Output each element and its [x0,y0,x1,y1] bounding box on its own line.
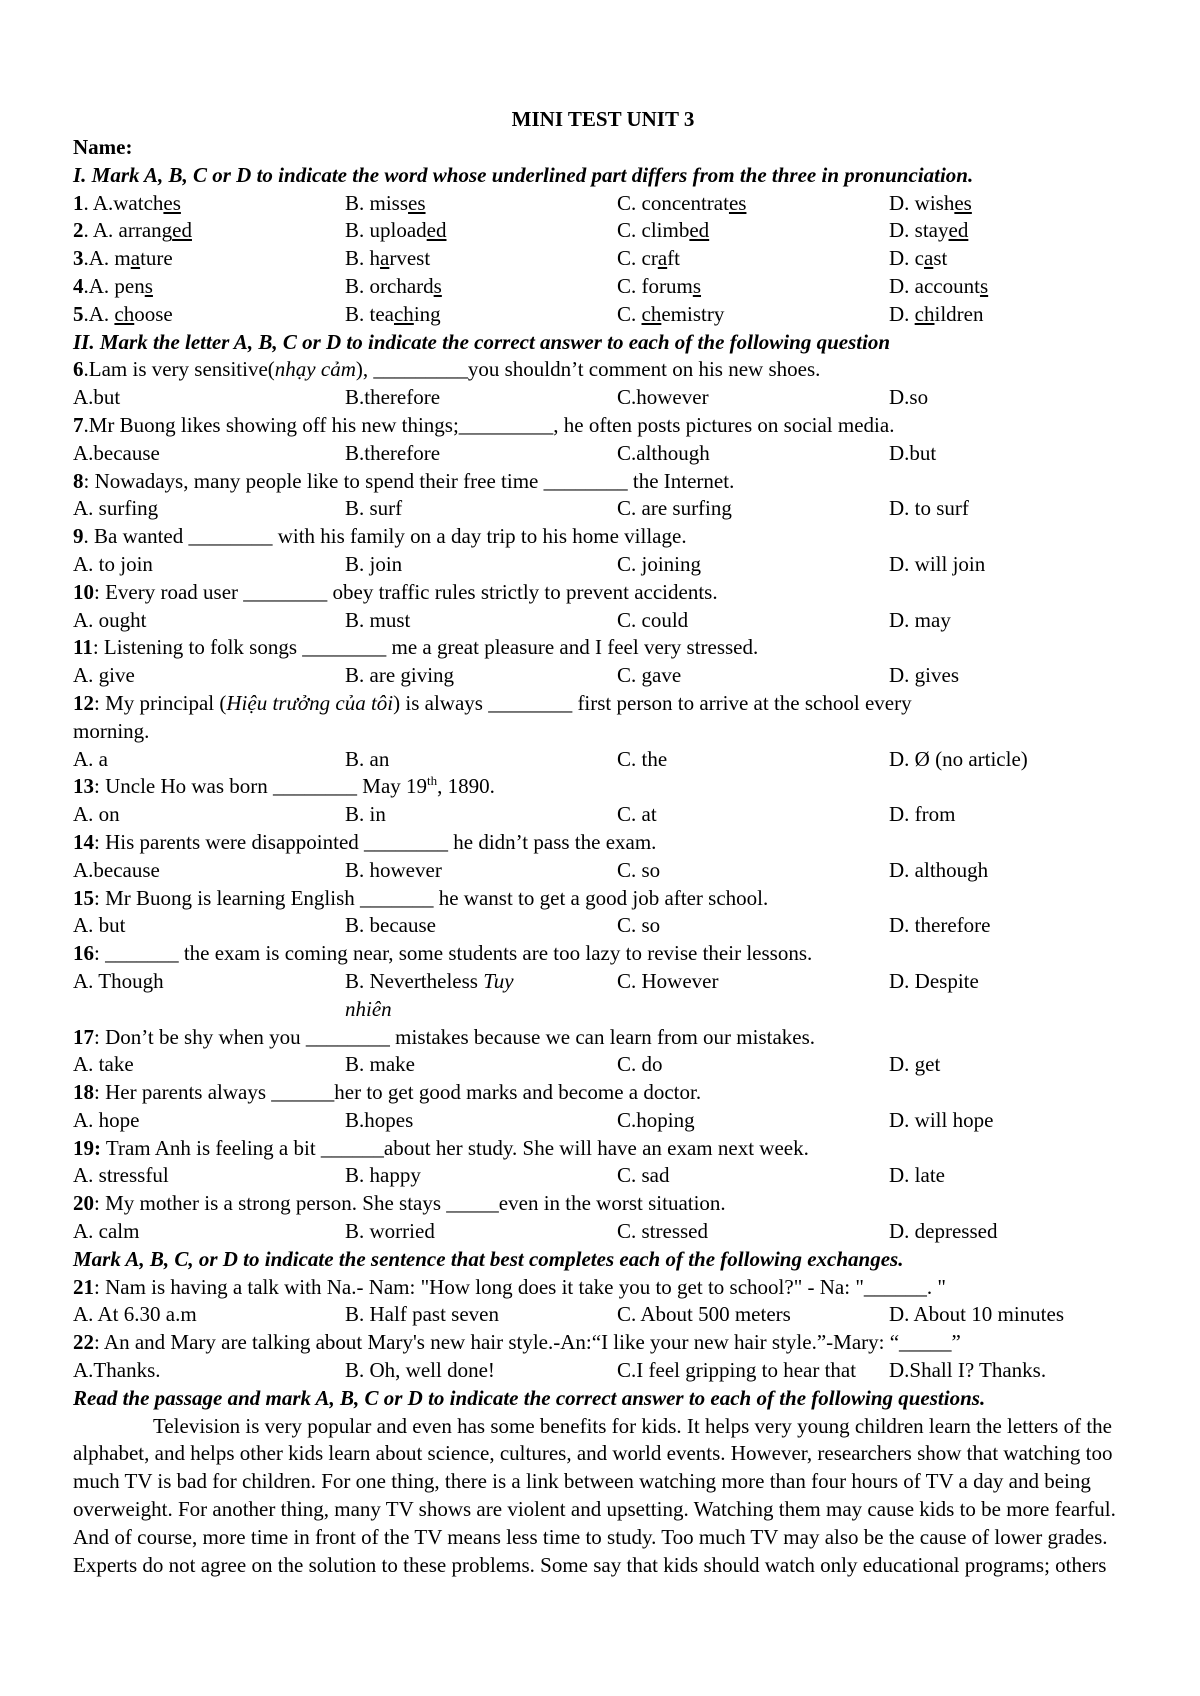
option-a[interactable] [73,245,345,273]
underlined-part: ch [393,301,414,326]
option-b[interactable]: B. are giving [345,663,455,688]
underlined-part: s [144,273,153,298]
option-d[interactable]: D. therefore [889,913,991,938]
question-21-stem: 21: Nam is having a talk with Na.- Nam: "How long does it take you to get to school?" - Na: "______. " [73,1274,946,1299]
question-12-options [73,746,1133,774]
option-text: C. climb [617,218,690,243]
option-c[interactable]: C. stressed [617,1219,708,1244]
option-text-rest: ing [413,301,441,326]
question-1-options [73,190,1133,218]
option-d[interactable]: D. from [889,802,956,827]
underlined-part: ed [426,218,447,243]
option-b[interactable]: B. must [345,607,411,632]
question-14-stem: 14: His parents were disappointed ________ he didn’t pass the exam. [73,829,657,854]
page-title: MINI TEST UNIT 3 [511,107,695,131]
section1-questions [73,190,1133,329]
option-a[interactable]: A.because [73,857,160,882]
option-text: D. c [889,246,924,271]
section2-heading: II. Mark the letter A, B, C or D to indicate the correct answer to each of the following question [73,329,891,354]
option-b[interactable]: B. Oh, well done! [345,1358,495,1383]
option-text-rest: ture [140,246,173,271]
option-a[interactable]: A. ought [73,607,147,632]
option-d[interactable] [889,190,1133,218]
option-d[interactable]: D. late [889,1163,945,1188]
option-d[interactable] [889,301,1133,329]
question-number: 1 [73,190,84,215]
option-b[interactable]: B. happy [345,1163,421,1188]
option-b[interactable] [345,245,617,273]
option-b[interactable]: B.therefore [345,385,441,410]
option-text-rest: ft [667,246,680,271]
underlined-part: s [979,273,989,298]
option-text: B. tea [345,301,394,326]
option-d[interactable] [889,273,1133,301]
option-text: B. miss [345,190,409,215]
option-text: A.watch [92,190,164,215]
question-17-stem: 17: Don’t be shy when you ________ mistakes because we can learn from our mistakes. [73,1024,816,1049]
underlined-part: es [954,190,972,215]
option-c[interactable]: C. do [617,1052,663,1077]
option-c[interactable]: C. so [617,913,661,938]
option-text: D. wish [889,190,955,215]
question-2-options [73,217,1133,245]
option-text: B. upload [345,218,427,243]
option-b[interactable]: B.therefore [345,440,441,465]
question-number-separator: . [83,273,89,298]
question-8-stem: 8: Nowadays, many people like to spend their free time ________ the Internet. [73,468,735,493]
option-a[interactable]: A. but [73,913,126,938]
question-number-separator: . [83,246,89,271]
question-15-stem: 15: Mr Buong is learning English _______ he wanst to get a good job after school. [73,885,769,910]
option-text: B. h [345,246,381,271]
question-14-options [73,857,1133,885]
option-d[interactable]: D.so [889,385,929,410]
question-number-separator: . [83,301,89,326]
question-13-stem: 13: Uncle Ho was born ________ May 19th, 1890. [73,773,495,799]
option-c[interactable]: C.hoping [617,1107,695,1132]
question-number-separator: . [83,218,93,243]
option-text: D. stay [889,218,949,243]
question-9-options [73,551,1133,579]
option-b[interactable]: B. because [345,913,436,938]
question-12-stem-continued: morning. [73,718,150,743]
option-a[interactable]: A. to join [73,551,153,576]
option-text-rest: ildren [934,301,984,326]
question-number: 4 [73,273,84,298]
option-a[interactable] [73,273,345,301]
option-a[interactable]: A.because [73,440,160,465]
option-d[interactable]: D. depressed [889,1219,998,1244]
question-20-stem: 20: My mother is a strong person. She stays _____even in the worst situation. [73,1191,726,1216]
question-16-options [73,968,1133,1024]
option-a[interactable]: A. give [73,663,135,688]
question-3-options [73,245,1133,273]
question-19-stem: 19: Tram Anh is feeling a bit ______about her study. She will have an exam next week. [73,1135,809,1160]
underlined-part: ed [689,218,710,243]
option-d[interactable]: D. although [889,857,989,882]
underlined-part: ch [914,301,935,326]
underlined-part: s [433,273,442,298]
question-7-stem: 7.Mr Buong likes showing off his new things;_________, he often posts pictures on social media. [73,412,895,437]
option-b[interactable]: B.hopes [345,1107,414,1132]
option-text: C. forum [617,273,693,298]
option-text: C. [617,301,642,326]
option-d[interactable]: D. will hope [889,1107,994,1132]
underlined-part: ch [641,301,662,326]
option-b[interactable]: B. however [345,857,442,882]
option-c[interactable] [617,190,889,218]
option-text: A. m [88,246,131,271]
option-a[interactable]: A. surfing [73,496,159,521]
option-c[interactable]: C. joining [617,551,702,576]
option-b[interactable]: B. an [345,746,390,771]
option-d[interactable]: D. gives [889,663,959,688]
option-a[interactable]: A. stressful [73,1163,169,1188]
option-c[interactable]: C. could [617,607,689,632]
question-9-stem: 9. Ba wanted ________ with his family on a day trip to his home village. [73,524,687,549]
option-c[interactable] [617,245,889,273]
option-c[interactable]: C. at [617,802,657,827]
option-b[interactable]: B. worried [345,1219,435,1244]
option-c[interactable]: C. However [617,968,719,993]
question-number: 5 [73,301,84,326]
question-11-options [73,662,1133,690]
option-d[interactable]: D. to surf [889,496,969,521]
option-text-rest: oose [134,301,173,326]
question-21-options [73,1301,1133,1329]
question-18-stem: 18: Her parents always ______her to get good marks and become a doctor. [73,1080,702,1105]
option-a[interactable] [73,301,345,329]
option-b[interactable]: B. make [345,1052,415,1077]
question-4-options [73,273,1133,301]
option-b[interactable] [345,190,617,218]
option-a[interactable] [73,190,345,218]
underlined-part: a [130,246,141,271]
option-text: A. arrang [92,218,173,243]
question-number-separator: . [83,190,93,215]
option-b[interactable]: B. join [345,551,403,576]
underlined-part: s [692,273,702,298]
option-a[interactable]: A.but [73,385,121,410]
option-c[interactable]: C. gave [617,663,682,688]
option-c[interactable]: C.I feel gripping to hear that [617,1358,857,1383]
option-c[interactable]: C. the [617,746,668,771]
option-c[interactable]: C. so [617,857,661,882]
question-number: 3 [73,246,84,271]
option-a[interactable]: A. a [73,746,108,771]
option-text: D. [889,301,915,326]
option-b[interactable]: B. Half past seven [345,1302,499,1327]
option-a[interactable]: A. calm [73,1219,140,1244]
reading-passage: Television is very popular and even has some benefits for kids. It helps very young children learn the letters of the alphabet, and helps other kids learn about science, cultures, and world events. However, researchers show that watching too much TV is bad for children. For one thing, there is a link between watching more than four hours of TV a day and being overweight. For another thing, many TV shows are violent and upsetting. Watching them may cause kids to be more fearful. And of course, more time in front of the TV means less time to study. Too much TV may also be the cause of lower grades. Experts do not agree on the solution to these problems. Some say that kids should watch only educational programs; others [73,1413,1116,1577]
question-12-stem: 12: My principal (Hiệu trưởng của tôi) is always ________ first person to arrive at the school every [73,690,912,715]
option-c[interactable] [617,273,889,301]
question-11-stem: 11: Listening to folk songs ________ me a great pleasure and I feel very stressed. [73,635,759,660]
section4-heading: Read the passage and mark A, B, C or D to indicate the correct answer to each of the following questions. [73,1385,986,1410]
underlined-part: es [163,190,181,215]
option-d[interactable] [889,245,1133,273]
option-c[interactable] [617,217,889,245]
question-6-options [73,384,1133,412]
question-8-options [73,495,1133,523]
underlined-part: ch [114,301,135,326]
question-18-options [73,1107,1133,1135]
option-b[interactable] [345,217,617,245]
option-d[interactable]: D. may [889,607,951,632]
question-19-options [73,1162,1133,1190]
option-b[interactable] [345,301,617,329]
option-text: D. account [889,273,980,298]
option-a[interactable]: A.Thanks. [73,1358,161,1383]
option-text-rest: emistry [661,301,725,326]
question-16-stem: 16: _______ the exam is coming near, some students are too lazy to revise their lessons. [73,941,813,966]
option-text: C. cr [617,246,658,271]
option-d[interactable] [889,217,1133,245]
option-a[interactable]: A. hope [73,1107,140,1132]
question-10-options [73,607,1133,635]
option-a[interactable]: A. Though [73,968,164,993]
underlined-part: a [380,246,390,271]
worksheet-page [73,104,1133,1579]
underlined-part: a [657,246,668,271]
option-c[interactable]: C.although [617,440,710,465]
question-10-stem: 10: Every road user ________ obey traffic rules strictly to prevent accidents. [73,579,718,604]
underlined-part: es [408,190,426,215]
question-15-options [73,912,1133,940]
question-22-options [73,1357,1133,1385]
question-13-options [73,801,1133,829]
option-d[interactable]: D. About 10 minutes [889,1302,1065,1327]
option-a[interactable]: A. At 6.30 a.m [73,1302,197,1327]
option-d[interactable]: D. Ø (no article) [889,746,1028,771]
question-5-options [73,301,1133,329]
question-number: 2 [73,218,84,243]
section3-heading: Mark A, B, C, or D to indicate the sentence that best completes each of the following exchanges. [73,1246,904,1271]
option-text-rest: rvest [389,246,431,271]
option-c[interactable]: C.however [617,385,709,410]
question-17-options [73,1051,1133,1079]
option-text: B. orchard [345,273,434,298]
option-text-rest: st [933,246,948,271]
option-a[interactable] [73,217,345,245]
underlined-part: ed [172,218,192,243]
option-b[interactable] [345,273,617,301]
question-20-options [73,1218,1133,1246]
option-c[interactable] [617,301,889,329]
option-c[interactable]: C. sad [617,1163,670,1188]
option-d[interactable]: D. get [889,1052,941,1077]
option-c[interactable]: C. are surfing [617,496,732,521]
option-b[interactable]: B. in [345,802,386,827]
option-d[interactable]: D.but [889,440,937,465]
underlined-part: a [924,246,934,271]
option-a[interactable]: A. take [73,1052,134,1077]
underlined-part: ed [948,218,969,243]
option-b[interactable]: B. Nevertheless Tuy nhiên [345,968,514,1021]
option-d[interactable]: D.Shall I? Thanks. [889,1358,1047,1383]
question-7-options [73,440,1133,468]
option-text: C. concentrat [617,190,729,215]
option-c[interactable]: C. About 500 meters [617,1302,791,1327]
underlined-part: es [728,190,747,215]
name-label: Name: [73,135,133,159]
option-a[interactable]: A. on [73,802,120,827]
option-b[interactable]: B. surf [345,496,403,521]
option-d[interactable]: D. Despite [889,968,979,993]
question-6-stem: 6.Lam is very sensitive(nhạy cảm), _________you shouldn’t comment on his new shoes. [73,357,821,382]
option-text: A. pen [88,273,145,298]
section1-heading: I. Mark A, B, C or D to indicate the word whose underlined part differs from the three in pronunciation. [73,162,974,187]
option-text: A. [88,301,115,326]
option-d[interactable]: D. will join [889,551,986,576]
question-22-stem: 22: An and Mary are talking about Mary's new hair style.-An:“I like your new hair style.”-Mary: “_____” [73,1330,961,1355]
